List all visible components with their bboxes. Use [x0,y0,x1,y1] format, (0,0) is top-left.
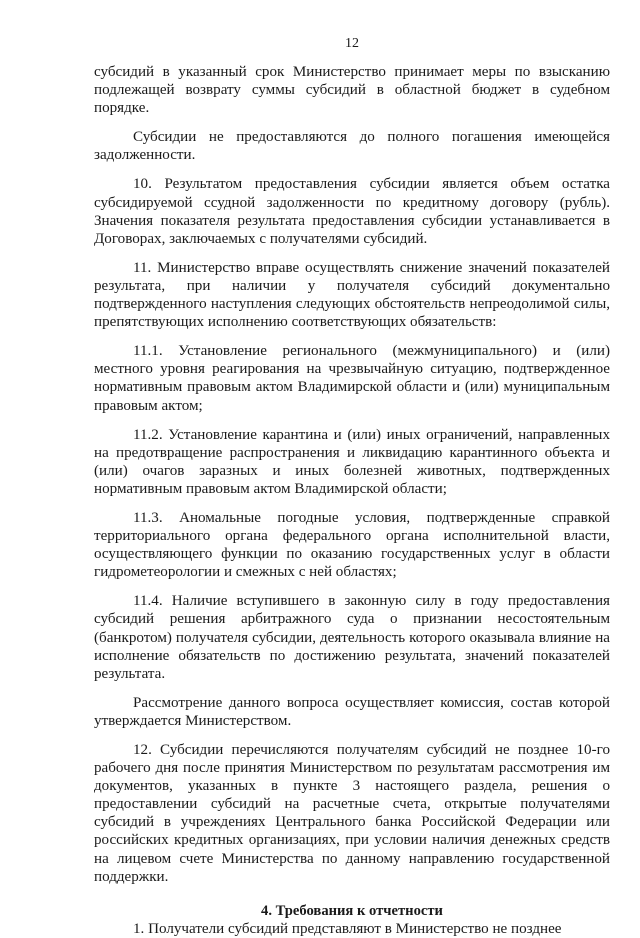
page-number: 12 [345,36,359,51]
paragraph-12: 12. Субсидии перечисляются получателям субсидий не позднее 10-го рабочего дня после принятия Министерством по результатам рассмотрения им документов, указанных в пункте 3 настоящего раздела, решения о предоставлении субсидий на расчетные счета, открытые получателями субсидий в учреждениях Центрального банка Российской Федерации или российских кредитных организациях, при условии наличия денежных средств на лицевом счете Министерства по данному направлению государственной поддержки. [94,742,610,885]
paragraph-commission: Рассмотрение данного вопроса осуществляет комиссия, состав которой утверждается Министерством. [94,694,610,729]
paragraph-11-2: 11.2. Установление карантина и (или) иных ограничений, направленных на предотвращение распространения и ликвидацию карантинного объекта и (или) очагов заразных и иных болезней животных, подтвержденных нормативным правовым актом Владимирской области; [94,426,610,497]
paragraph-11: 11. Министерство вправе осуществлять снижение значений показателей результата, при наличии у получателя субсидий документально подтвержденного наступления следующих обстоятельств непреодолимой силы, препятствующих исполнению соответствующих обязательств: [94,259,610,331]
paragraph-11-3: 11.3. Аномальные погодные условия, подтвержденные справкой территориального органа федерального органа исполнительной власти, осуществляющего функции по оказанию государственных услуг в области гидрометеорологии и смежных с ней областях; [94,509,610,581]
paragraph-10: 10. Результатом предоставления субсидии является объем остатка субсидируемой ссудной задолженности по кредитному договору (рубль). Значения показателя результата предоставления субсидии устанавливается в Договорах, заключаемых с получателями субсидий. [94,176,610,247]
paragraph-11-4: 11.4. Наличие вступившего в законную силу в году предоставления субсидий решения арбитражного суда о признании несостоятельным (банкротом) получателя субсидии, деятельность которого оказывала влияние на исполнение обязательств по достижению результата, значений показателей результата. [94,593,610,682]
paragraph-11-1: 11.1. Установление регионального (межмуниципального) и (или) местного уровня реагирования на чрезвычайную ситуацию, подтвержденное нормативным правовым актом Владимирской области и (или) муниципальным правовым актом; [94,343,610,414]
paragraph-continuation: субсидий в указанный срок Министерство принимает меры по взысканию подлежащей возврату суммы субсидий в областной бюджет в судебном порядке. [94,64,610,117]
paragraph-reporting-1: 1. Получатели субсидий представляют в Министерство не позднее [133,920,562,937]
section-title: 4. Требования к отчетности [261,902,443,919]
paragraph-no-subsidy: Субсидии не предоставляются до полного погашения имеющейся задолженности. [94,129,610,164]
document-body [94,63,610,938]
